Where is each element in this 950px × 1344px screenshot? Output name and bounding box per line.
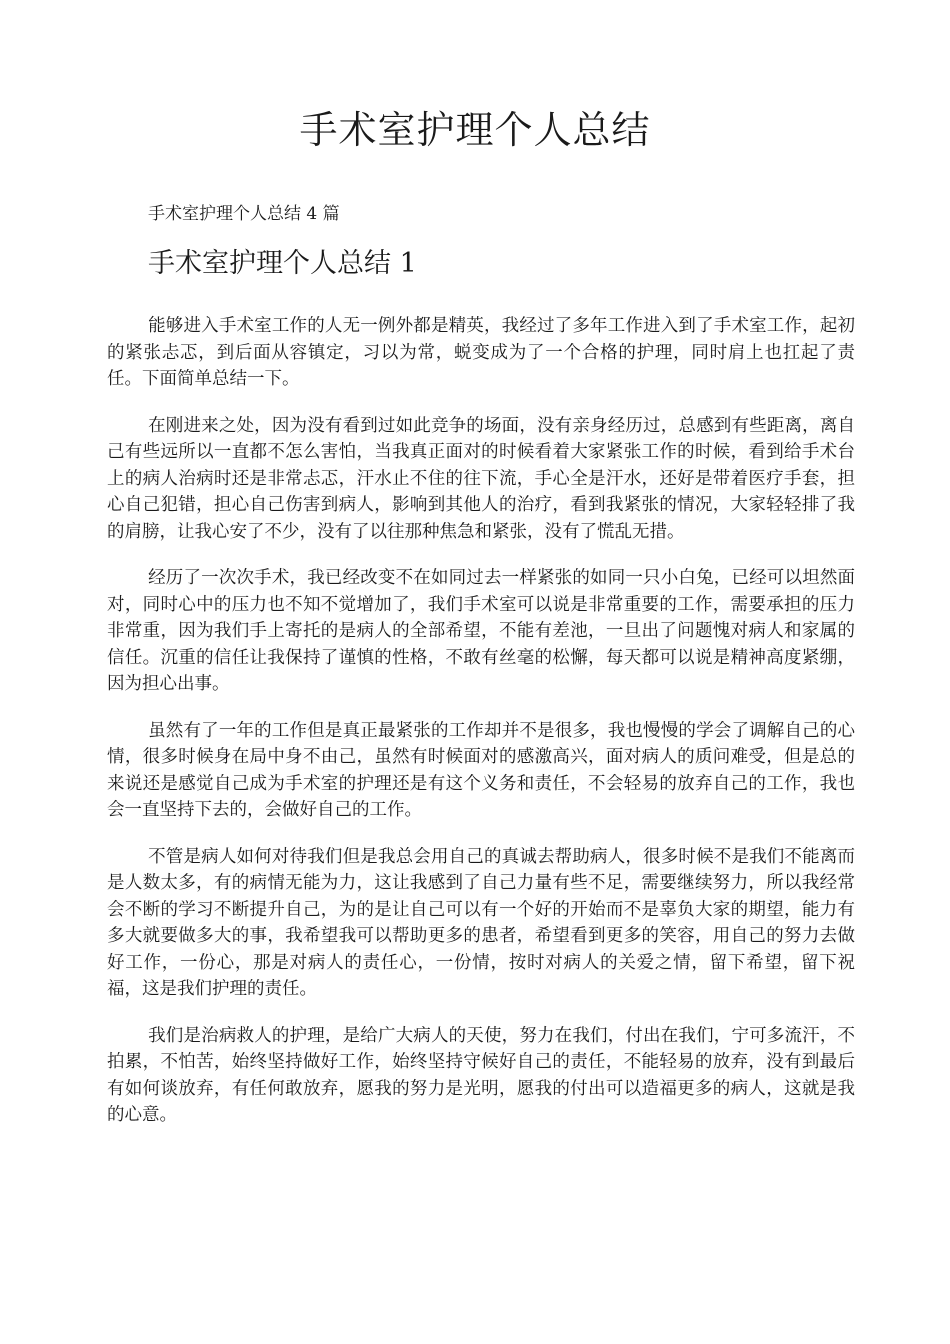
paragraph-4: 虽然有了一年的工作但是真正最紧张的工作却并不是很多，我也慢慢的学会了调解自己的心情，很多时候身在局中身不由己，虽然有时候面对的感激高兴，面对病人的质问难受，但是总的来说还是感觉自己成为手术室的护理还是有这个义务和责任，不会轻易的放弃自己的工作，我也会一直坚持下去的，会做好自己的工作。 (107, 720, 855, 820)
section-heading: 手术室护理个人总结 1 (148, 248, 417, 279)
body-text (107, 313, 855, 1149)
document-subtitle: 手术室护理个人总结 4 篇 (148, 204, 340, 224)
paragraph-3: 经历了一次次手术，我已经改变不在如同过去一样紧张的如同一只小白兔，已经可以坦然面对，同时心中的压力也不知不觉增加了，我们手术室可以说是非常重要的工作，需要承担的压力非常重，因为我们手上寄托的是病人的全部希望，不能有差池，一旦出了问题愧对病人和家属的信任。沉重的信任让我保持了谨慎的性格，不敢有丝毫的松懈，每天都可以说是精神高度紧绷，因为担心出事。 (107, 568, 855, 694)
paragraph-6: 我们是治病救人的护理，是给广大病人的天使，努力在我们，付出在我们，宁可多流汗，不拍累，不怕苦，始终坚持做好工作，始终坚持守候好自己的责任，不能轻易的放弃，没有到最后有如何谈放弃，有任何敢放弃，愿我的努力是光明，愿我的付出可以造福更多的病人，这就是我的心意。 (107, 1025, 855, 1125)
document-title: 手术室护理个人总结 (299, 108, 651, 152)
paragraph-1: 能够进入手术室工作的人无一例外都是精英，我经过了多年工作进入到了手术室工作，起初的紧张忐忑，到后面从容镇定，习以为常，蜕变成为了一个合格的护理，同时肩上也扛起了责任。下面简单总结一下。 (107, 316, 855, 389)
paragraph-2: 在刚进来之处，因为没有看到过如此竞争的场面，没有亲身经历过，总感到有些距离，离自己有些远所以一直都不怎么害怕，当我真正面对的时候看着大家紧张工作的时候，看到给手术台上的病人治病时还是非常忐忑，汗水止不住的往下流，手心全是汗水，还好是带着医疗手套，担心自己犯错，担心自己伤害到病人，影响到其他人的治疗，看到我紧张的情况，大家轻轻排了我的肩膀，让我心安了不少，没有了以往那种焦急和紧张，没有了慌乱无措。 (107, 415, 855, 542)
paragraph-5: 不管是病人如何对待我们但是我总会用自己的真诚去帮助病人，很多时候不是我们不能离而是人数太多，有的病情无能为力，这让我感到了自己力量有些不足，需要继续努力，所以我经常会不断的学习不断提升自己，为的是让自己可以有一个好的开始而不是辜负大家的期望，能力有多大就要做多大的事，我希望我可以帮助更多的患者，希望看到更多的笑容，用自己的努力去做好工作，一份心，那是对病人的责任心，一份情，按时对病人的关爱之情，留下希望，留下祝福，这是我们护理的责任。 (107, 846, 855, 999)
